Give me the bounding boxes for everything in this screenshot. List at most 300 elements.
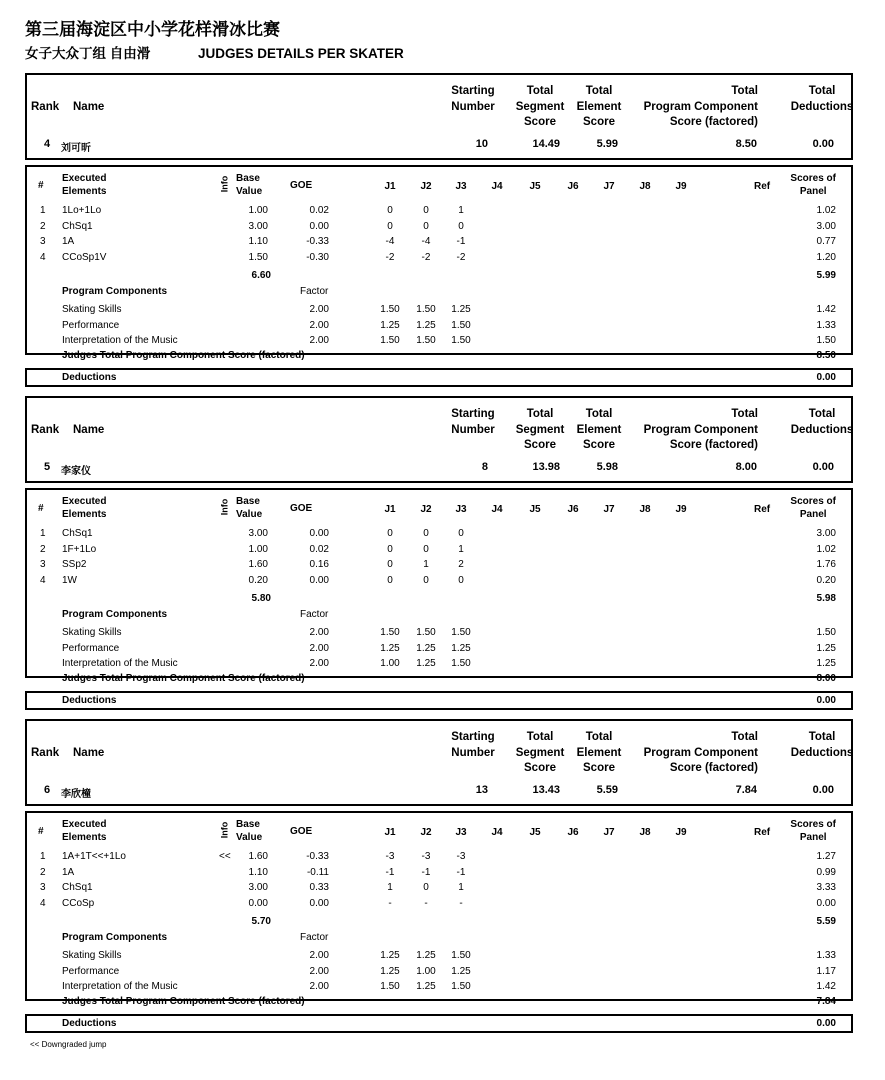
judge-label: J8 xyxy=(639,504,651,515)
base-value: 1.60 xyxy=(248,559,268,570)
tes-value: 5.98 xyxy=(596,461,618,473)
goe-value: 0.02 xyxy=(309,205,329,216)
tes-label-line: Total xyxy=(585,731,613,743)
component-judge-score: 1.50 xyxy=(380,304,400,315)
base-value: 0.00 xyxy=(248,897,268,909)
base-value-line: Value xyxy=(236,509,263,520)
component-factor: 2.00 xyxy=(309,335,329,346)
deductions-label-line: Deductions xyxy=(790,423,854,436)
component-name: Skating Skills xyxy=(62,304,122,315)
base-value: 1.00 xyxy=(248,205,268,216)
executed-elements-label xyxy=(62,172,106,198)
executed-elements-line: Elements xyxy=(62,832,107,843)
judge-label: J3 xyxy=(455,827,467,838)
pcs-label-line: Program Component xyxy=(643,423,758,436)
tes-label xyxy=(564,407,634,454)
element-num: 4 xyxy=(40,897,46,909)
element-code: CCoSp xyxy=(62,897,95,909)
component-score: 1.50 xyxy=(816,627,836,638)
tes-label-line: Total xyxy=(585,85,613,97)
base-value: 1.10 xyxy=(248,866,268,878)
component-name: Performance xyxy=(62,965,120,977)
judge-label: J9 xyxy=(675,827,687,838)
judge-label: J8 xyxy=(639,181,651,192)
pcs-label-line: Total xyxy=(731,408,758,420)
component-judge-score: 1.00 xyxy=(416,965,436,977)
factor-label: Factor xyxy=(300,609,329,620)
component-judge-score: 1.25 xyxy=(416,319,436,331)
executed-elements-line: Elements xyxy=(62,186,107,197)
pcs-total: 7.84 xyxy=(816,996,836,1007)
scores-of-panel-line: Scores of xyxy=(790,819,836,830)
tes-label-line: Score xyxy=(583,116,615,128)
report-name: JUDGES DETAILS PER SKATER xyxy=(198,46,404,61)
tss-label-line: Segment xyxy=(515,746,565,759)
info-label: Info xyxy=(219,175,230,193)
judges-total-label: Judges Total Program Component Score (factored) xyxy=(62,673,305,684)
deductions-value: 0.00 xyxy=(812,784,834,796)
component-judge-score: 1.50 xyxy=(451,627,471,638)
factor-label: Factor xyxy=(300,932,329,943)
goe-value: -0.33 xyxy=(306,851,329,862)
deductions-row-value: 0.00 xyxy=(816,1018,836,1029)
component-judge-score: 1.50 xyxy=(451,658,471,669)
judge-score: 0 xyxy=(387,574,393,586)
pcs-label xyxy=(644,407,758,454)
base-value-line: Value xyxy=(236,832,263,843)
goe-label: GOE xyxy=(290,180,313,191)
base-value-line: Base xyxy=(236,173,260,184)
component-judge-score: 1.00 xyxy=(380,658,400,669)
footnote: << Downgraded jump xyxy=(30,1040,107,1049)
element-num: 4 xyxy=(40,251,46,263)
judge-label: J1 xyxy=(384,504,396,515)
num-label: # xyxy=(38,503,44,514)
element-num: 1 xyxy=(40,528,46,539)
tss-label-line: Segment xyxy=(515,100,565,113)
component-judge-score: 1.25 xyxy=(380,319,400,331)
tes-label-line: Total xyxy=(585,408,613,420)
judge-score: -3 xyxy=(385,851,395,862)
starting-number-value: 8 xyxy=(481,461,488,473)
component-score: 1.50 xyxy=(816,335,836,346)
executed-elements-line: Executed xyxy=(62,496,107,507)
tss-label-line: Segment xyxy=(515,423,565,436)
category-name: 女子大众丁组 自由滑 xyxy=(25,46,151,61)
num-label: # xyxy=(38,180,44,191)
component-judge-score: 1.25 xyxy=(416,950,436,961)
panel-score: 0.20 xyxy=(816,574,836,586)
component-judge-score: 1.25 xyxy=(416,658,436,669)
pcs-label-line: Score (factored) xyxy=(669,762,758,774)
skater-name: 刘可昕 xyxy=(61,143,91,154)
panel-score: 3.00 xyxy=(816,528,836,539)
component-score: 1.17 xyxy=(816,965,836,977)
judge-label: J8 xyxy=(639,827,651,838)
judge-score: 1 xyxy=(387,882,393,893)
tes-total: 5.98 xyxy=(816,593,836,604)
judge-label: J6 xyxy=(567,827,579,838)
element-num: 3 xyxy=(40,236,46,247)
judge-score: 0 xyxy=(387,205,393,216)
panel-score: 1.20 xyxy=(816,251,836,263)
component-judge-score: 1.50 xyxy=(380,627,400,638)
rank-value: 5 xyxy=(44,461,51,473)
element-num: 3 xyxy=(40,559,46,570)
tes-label xyxy=(564,84,634,131)
base-value-line: Base xyxy=(236,496,260,507)
judge-score: -1 xyxy=(456,236,466,247)
component-judge-score: 1.25 xyxy=(451,642,471,654)
judge-label: J3 xyxy=(455,504,467,515)
starting-number-value: 10 xyxy=(475,138,488,150)
rank-label: Rank xyxy=(31,747,60,759)
base-value: 1.50 xyxy=(248,251,268,263)
judge-score: 0 xyxy=(423,882,429,893)
deductions-box xyxy=(25,691,853,710)
judge-score: 0 xyxy=(423,205,429,216)
deductions-value: 0.00 xyxy=(812,138,834,150)
judge-label: J6 xyxy=(567,504,579,515)
element-code: ChSq1 xyxy=(62,220,93,232)
scores-of-panel-label xyxy=(790,818,836,844)
judge-label: J5 xyxy=(529,181,541,192)
deductions-box xyxy=(25,1014,853,1033)
judge-score: -2 xyxy=(421,251,431,263)
judge-label: J7 xyxy=(603,504,615,515)
pcs-label-line: Score (factored) xyxy=(669,439,758,451)
base-value-line: Base xyxy=(236,819,260,830)
program-components-label: Program Components xyxy=(62,609,168,620)
ref-label: Ref xyxy=(754,181,771,192)
base-value: 1.60 xyxy=(248,851,268,862)
element-info: << xyxy=(219,851,231,862)
component-judge-score: 1.50 xyxy=(451,335,471,346)
judge-score: 0 xyxy=(458,574,464,586)
judge-score: 0 xyxy=(387,528,393,539)
component-judge-score: 1.25 xyxy=(380,965,400,977)
deductions-label xyxy=(782,730,862,761)
program-components-label: Program Components xyxy=(62,286,168,297)
component-score: 1.42 xyxy=(816,981,836,992)
judge-score: -3 xyxy=(421,851,431,862)
scores-of-panel-line: Scores of xyxy=(790,173,836,184)
element-code: 1A xyxy=(62,866,75,878)
judge-score: -1 xyxy=(385,866,395,878)
ref-label: Ref xyxy=(754,827,771,838)
element-code: 1F+1Lo xyxy=(62,543,97,555)
tes-total: 5.59 xyxy=(816,916,836,927)
element-num: 2 xyxy=(40,866,46,878)
component-name: Interpretation of the Music xyxy=(62,658,178,669)
judge-score: 0 xyxy=(423,543,429,555)
judge-score: 1 xyxy=(458,205,464,216)
component-score: 1.25 xyxy=(816,658,836,669)
starting-number-label-line: Starting xyxy=(451,85,495,97)
judge-score: 1 xyxy=(458,882,464,893)
component-score: 1.33 xyxy=(816,950,836,961)
element-code: SSp2 xyxy=(62,559,87,570)
base-value: 1.10 xyxy=(248,236,268,247)
deductions-label-line: Total xyxy=(808,408,836,420)
panel-score: 0.99 xyxy=(816,866,836,878)
judge-label: J2 xyxy=(420,504,432,515)
pcs-value: 8.00 xyxy=(735,461,757,473)
pcs-total: 8.00 xyxy=(816,673,836,684)
scores-of-panel-line: Panel xyxy=(799,509,827,520)
judge-score: -3 xyxy=(456,851,466,862)
panel-score: 3.00 xyxy=(816,220,836,232)
judge-score: 1 xyxy=(423,559,429,570)
goe-value: 0.00 xyxy=(309,220,329,232)
tes-label-line: Score xyxy=(583,762,615,774)
component-factor: 2.00 xyxy=(309,965,329,977)
deductions-row-label: Deductions xyxy=(62,372,117,383)
deductions-row-value: 0.00 xyxy=(816,372,836,383)
base-value-total: 6.60 xyxy=(251,270,271,281)
name-label: Name xyxy=(73,424,105,436)
pcs-label xyxy=(644,730,758,777)
element-code: 1Lo+1Lo xyxy=(62,205,102,216)
goe-value: 0.00 xyxy=(309,897,329,909)
element-code: 1W xyxy=(62,574,77,586)
deductions-label-line: Deductions xyxy=(790,100,854,113)
deductions-label xyxy=(782,407,862,438)
executed-elements-line: Executed xyxy=(62,819,107,830)
goe-value: -0.33 xyxy=(306,236,329,247)
goe-value: 0.33 xyxy=(309,882,329,893)
judge-label: J2 xyxy=(420,827,432,838)
component-name: Interpretation of the Music xyxy=(62,981,178,992)
judge-score: -1 xyxy=(456,866,466,878)
deductions-label-line: Total xyxy=(808,731,836,743)
base-value: 3.00 xyxy=(248,220,268,232)
deductions-value: 0.00 xyxy=(812,461,834,473)
element-num: 1 xyxy=(40,851,46,862)
executed-elements-label xyxy=(62,495,106,521)
panel-score: 0.77 xyxy=(816,236,836,247)
component-judge-score: 1.50 xyxy=(451,950,471,961)
component-judge-score: 1.25 xyxy=(451,304,471,315)
pcs-label-line: Score (factored) xyxy=(669,116,758,128)
tss-value: 13.43 xyxy=(532,784,560,796)
num-label: # xyxy=(38,826,44,837)
pcs-label xyxy=(644,84,758,131)
goe-value: 0.02 xyxy=(309,543,329,555)
starting-number-label-line: Number xyxy=(451,100,495,113)
judges-total-label: Judges Total Program Component Score (factored) xyxy=(62,996,305,1007)
event-subtitle xyxy=(25,42,404,62)
panel-score: 1.76 xyxy=(816,559,836,570)
executed-elements-line: Executed xyxy=(62,173,107,184)
base-value-label xyxy=(236,172,262,198)
scores-of-panel-label xyxy=(790,172,836,198)
rank-value: 4 xyxy=(44,138,51,150)
judge-label: J1 xyxy=(384,181,396,192)
judge-label: J5 xyxy=(529,827,541,838)
starting-number-label xyxy=(433,407,513,438)
judge-label: J4 xyxy=(491,827,503,838)
component-judge-score: 1.50 xyxy=(416,304,436,315)
component-factor: 2.00 xyxy=(309,950,329,961)
scores-of-panel-line: Panel xyxy=(799,186,827,197)
skater-name: 李家仪 xyxy=(61,466,91,477)
pcs-label-line: Program Component xyxy=(643,746,758,759)
tes-label-line: Element xyxy=(576,746,622,759)
judge-score: -2 xyxy=(385,251,395,263)
base-value: 3.00 xyxy=(248,882,268,893)
panel-score: 1.27 xyxy=(816,851,836,862)
element-num: 4 xyxy=(40,574,46,586)
tss-label-line: Total xyxy=(526,85,554,97)
component-judge-score: 1.50 xyxy=(416,335,436,346)
base-value: 0.20 xyxy=(248,574,268,586)
goe-label: GOE xyxy=(290,503,313,514)
pcs-label-line: Total xyxy=(731,731,758,743)
goe-value: -0.11 xyxy=(306,866,329,878)
deductions-label-line: Deductions xyxy=(790,746,854,759)
judge-score: 2 xyxy=(458,559,464,570)
judge-score: 0 xyxy=(387,543,393,555)
starting-number-value: 13 xyxy=(475,784,488,796)
judge-label: J9 xyxy=(675,504,687,515)
tss-value: 14.49 xyxy=(532,138,560,150)
deductions-label xyxy=(782,84,862,115)
component-judge-score: 1.50 xyxy=(451,319,471,331)
deductions-label-line: Total xyxy=(808,85,836,97)
pcs-label-line: Total xyxy=(731,85,758,97)
info-label: Info xyxy=(219,498,230,516)
judge-score: 0 xyxy=(387,220,393,232)
tss-label-line: Total xyxy=(526,731,554,743)
panel-score: 0.00 xyxy=(816,897,836,909)
element-num: 2 xyxy=(40,220,46,232)
judge-score: -1 xyxy=(421,866,431,878)
component-judge-score: 1.25 xyxy=(451,965,471,977)
base-value-label xyxy=(236,495,262,521)
goe-label: GOE xyxy=(290,826,313,837)
tss-value: 13.98 xyxy=(532,461,560,473)
judge-label: J5 xyxy=(529,504,541,515)
scores-of-panel-line: Panel xyxy=(799,832,827,843)
tes-total: 5.99 xyxy=(816,270,836,281)
judge-score: -4 xyxy=(421,236,431,247)
tss-label-line: Total xyxy=(526,408,554,420)
element-num: 3 xyxy=(40,882,46,893)
base-value: 1.00 xyxy=(248,543,268,555)
component-judge-score: 1.50 xyxy=(380,981,400,992)
goe-value: 0.00 xyxy=(309,574,329,586)
info-label: Info xyxy=(219,821,230,839)
component-judge-score: 1.50 xyxy=(416,627,436,638)
ref-label: Ref xyxy=(754,504,771,515)
component-judge-score: 1.25 xyxy=(380,642,400,654)
judge-score: - xyxy=(424,897,428,909)
starting-number-label-line: Number xyxy=(451,746,495,759)
starting-number-label-line: Starting xyxy=(451,408,495,420)
component-score: 1.25 xyxy=(816,642,836,654)
judge-label: J6 xyxy=(567,181,579,192)
pcs-label-line: Program Component xyxy=(643,100,758,113)
element-num: 2 xyxy=(40,543,46,555)
rank-value: 6 xyxy=(44,784,51,796)
judge-score: 0 xyxy=(423,220,429,232)
tes-label xyxy=(564,730,634,777)
judge-label: J1 xyxy=(384,827,396,838)
base-value: 3.00 xyxy=(248,528,268,539)
tes-label-line: Element xyxy=(576,423,622,436)
panel-score: 3.33 xyxy=(816,882,836,893)
component-judge-score: 1.50 xyxy=(380,335,400,346)
tss-label-line: Score xyxy=(524,439,556,451)
judge-score: -4 xyxy=(385,236,395,247)
component-judge-score: 1.25 xyxy=(380,950,400,961)
base-value-label xyxy=(236,818,262,844)
component-judge-score: 1.50 xyxy=(451,981,471,992)
starting-number-label xyxy=(433,730,513,761)
component-name: Performance xyxy=(62,319,120,331)
judge-label: J2 xyxy=(420,181,432,192)
goe-value: -0.30 xyxy=(306,251,329,263)
name-label: Name xyxy=(73,101,105,113)
scores-of-panel-line: Scores of xyxy=(790,496,836,507)
component-factor: 2.00 xyxy=(309,981,329,992)
pcs-value: 7.84 xyxy=(735,784,757,796)
base-value-total: 5.80 xyxy=(251,593,271,604)
skater-name: 李欣橦 xyxy=(61,789,91,800)
deductions-row-value: 0.00 xyxy=(816,695,836,706)
judge-score: - xyxy=(459,897,463,909)
executed-elements-label xyxy=(62,818,106,844)
name-label: Name xyxy=(73,747,105,759)
element-num: 1 xyxy=(40,205,46,216)
element-code: 1A+1T<<+1Lo xyxy=(62,851,126,862)
component-name: Skating Skills xyxy=(62,627,122,638)
component-name: Performance xyxy=(62,642,120,654)
deductions-row-label: Deductions xyxy=(62,1018,117,1029)
judge-label: J4 xyxy=(491,181,503,192)
starting-number-label xyxy=(433,84,513,115)
judge-score: -2 xyxy=(456,251,466,263)
judge-label: J9 xyxy=(675,181,687,192)
goe-value: 0.16 xyxy=(309,559,329,570)
base-value-total: 5.70 xyxy=(251,916,271,927)
tss-label-line: Score xyxy=(524,762,556,774)
starting-number-label-line: Starting xyxy=(451,731,495,743)
base-value-line: Value xyxy=(236,186,263,197)
component-score: 1.33 xyxy=(816,319,836,331)
starting-number-label-line: Number xyxy=(451,423,495,436)
component-name: Interpretation of the Music xyxy=(62,335,178,346)
judge-score: 0 xyxy=(423,528,429,539)
element-code: ChSq1 xyxy=(62,882,93,893)
tss-label-line: Score xyxy=(524,116,556,128)
tes-value: 5.59 xyxy=(596,784,618,796)
component-score: 1.42 xyxy=(816,304,836,315)
component-factor: 2.00 xyxy=(309,627,329,638)
event-title: 第三届海淀区中小学花样滑冰比赛 xyxy=(25,20,280,39)
component-factor: 2.00 xyxy=(309,658,329,669)
judge-score: 0 xyxy=(458,528,464,539)
judge-label: J4 xyxy=(491,504,503,515)
judge-label: J7 xyxy=(603,181,615,192)
judge-score: 0 xyxy=(387,559,393,570)
executed-elements-line: Elements xyxy=(62,509,107,520)
element-code: 1A xyxy=(62,236,75,247)
pcs-total: 8.50 xyxy=(816,350,836,361)
element-code: ChSq1 xyxy=(62,528,93,539)
goe-value: 0.00 xyxy=(309,528,329,539)
